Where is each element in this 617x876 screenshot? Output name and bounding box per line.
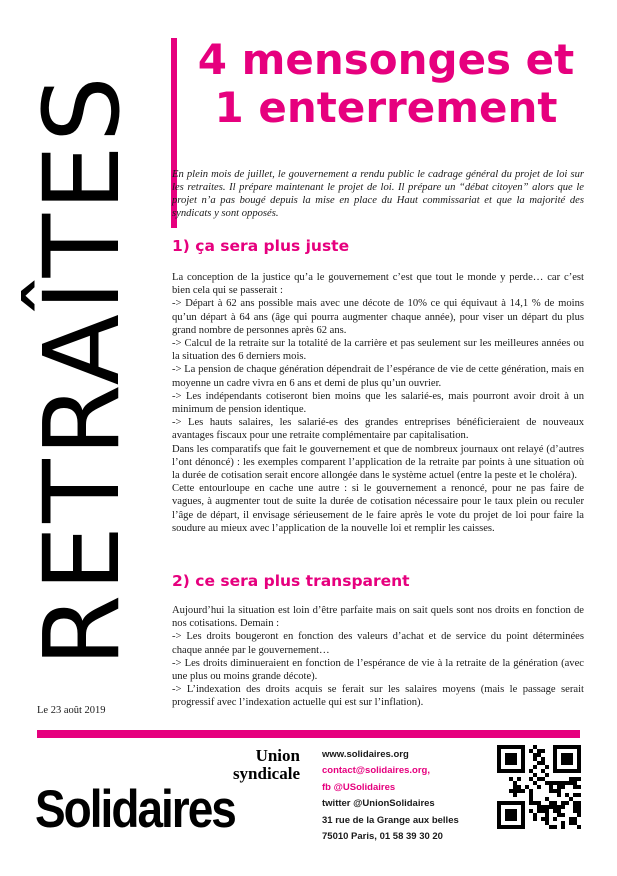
vertical-title-wrap — [21, 40, 143, 700]
intro-paragraph: En plein mois de juillet, le gouvernement a rendu public le cadrage général du projet de loi sur les retraites. Il prépare maintenant le projet de loi. Il prépare un “débat citoyen” alors que le projet n’a pas bougé depuis la mise en place du Haut commissariat et que la majorité des syndicats y sont opposés. — [172, 169, 584, 219]
section-1-paragraph: La conception de la justice qu’a le gouvernement c’est que tout le monde y perde… car c’est bien cela qui se passerait : — [172, 272, 584, 297]
accent-horizontal-bar — [37, 730, 580, 738]
section-1-paragraph: -> La pension de chaque génération dépendrait de l’espérance de vie de cette génération, mais en moyenne un cadre vivra en 6 ans et demi de plus qu’un ouvrier. — [172, 364, 584, 389]
section-2-title: 2) ce sera plus transparent — [172, 572, 410, 590]
section-1-paragraph: -> Les hauts salaires, les salarié-es des grandes entreprises bénéficieraient de nouveaux avantages fiscaux pour une retraite complémentaire par capitalisation. — [172, 417, 584, 442]
section-2-paragraph: -> Les droits bougeront en fonction des valeurs d’achat et de service du point déterminées chaque année par le gouvernement… — [172, 631, 584, 656]
section-1-body — [172, 271, 584, 535]
headline — [186, 36, 586, 132]
section-1-paragraph: -> Départ à 62 ans possible mais avec une décote de 10% ce qui équivaut à 14,1 % de moins qu’un départ à 64 ans (âge qui pourra augmenter chaque année), pour viser un départ du plus grand nombre de personnes après 62 ans. — [172, 298, 584, 336]
address-line: 31 rue de la Grange aux belles — [322, 814, 459, 826]
section-1-paragraph: -> Calcul de la retraite sur la totalité de la carrière et pas seulement sur les meilleures années ou la situation des 6 derniers mois. — [172, 338, 584, 363]
section-2-paragraph: -> Les droits diminueraient en fonction de l’espérance de vie à la retraite de la génération (avec une plus ou moins grande décote). — [172, 657, 584, 683]
section-1-paragraph: -> Les indépendants cotiseront bien moins que les salarié-es, mais pourront avoir droit à un minimum de pension identique. — [172, 390, 584, 416]
section-1-paragraph: Cette entourloupe en cache une autre : si le gouvernement a renoncé, pour ne pas faire de vagues, à augmenter tout de suite la durée de cotisation nécessaire pour le taux plein ou reculer l’âge de départ, il envisage sérieusement de le faire après le vote du projet de loi pour faire la soudure au mieux avec l’application de la nouvelle loi et remplir les caisses. — [172, 483, 584, 534]
headline-line-1: 4 mensonges et — [197, 35, 575, 84]
contact-block — [322, 747, 459, 845]
union-line-2: syndicale — [232, 764, 300, 783]
section-2-paragraph: Aujourd’hui la situation est loin d’être parfaite mais on sait quels sont nos droits en fonction de nos cotisations. Demain : — [172, 605, 584, 630]
facebook-link[interactable]: fb @USolidaires — [322, 781, 396, 793]
twitter-link[interactable]: twitter @UnionSolidaires — [322, 798, 435, 810]
section-2-body — [172, 604, 584, 710]
headline-line-2: 1 enterrement — [214, 83, 558, 132]
section-2-paragraph: -> L’indexation des droits acquis se ferait sur les salaires moyens (mais le passage serait progressif avec l’indexation actuelle qui est sur l’inflation). — [172, 684, 584, 709]
solidaires-logo: Solidaires — [35, 778, 235, 839]
section-1-title: 1) ça sera plus juste — [172, 237, 350, 255]
vertical-title: RETRAÎTES — [21, 73, 143, 667]
city-phone-line: 75010 Paris, 01 58 39 30 20 — [322, 831, 443, 843]
section-1-paragraph: Dans les comparatifs que fait le gouvernement et que de nombreux journaux ont relayé (d’autres l’ont dénoncé) : les exemples comparent l’application de la retraite par points à une situation où la durée de cotisation serait encore allongée dans le système actuel (entre la peste et le choléra). — [172, 443, 584, 482]
union-line-1: Union — [255, 746, 300, 765]
email-link[interactable]: contact@solidaires.org, — [322, 765, 430, 777]
date: Le 23 août 2019 — [37, 705, 106, 716]
website-link[interactable]: www.solidaires.org — [322, 749, 409, 760]
qr-code-icon — [497, 745, 581, 829]
